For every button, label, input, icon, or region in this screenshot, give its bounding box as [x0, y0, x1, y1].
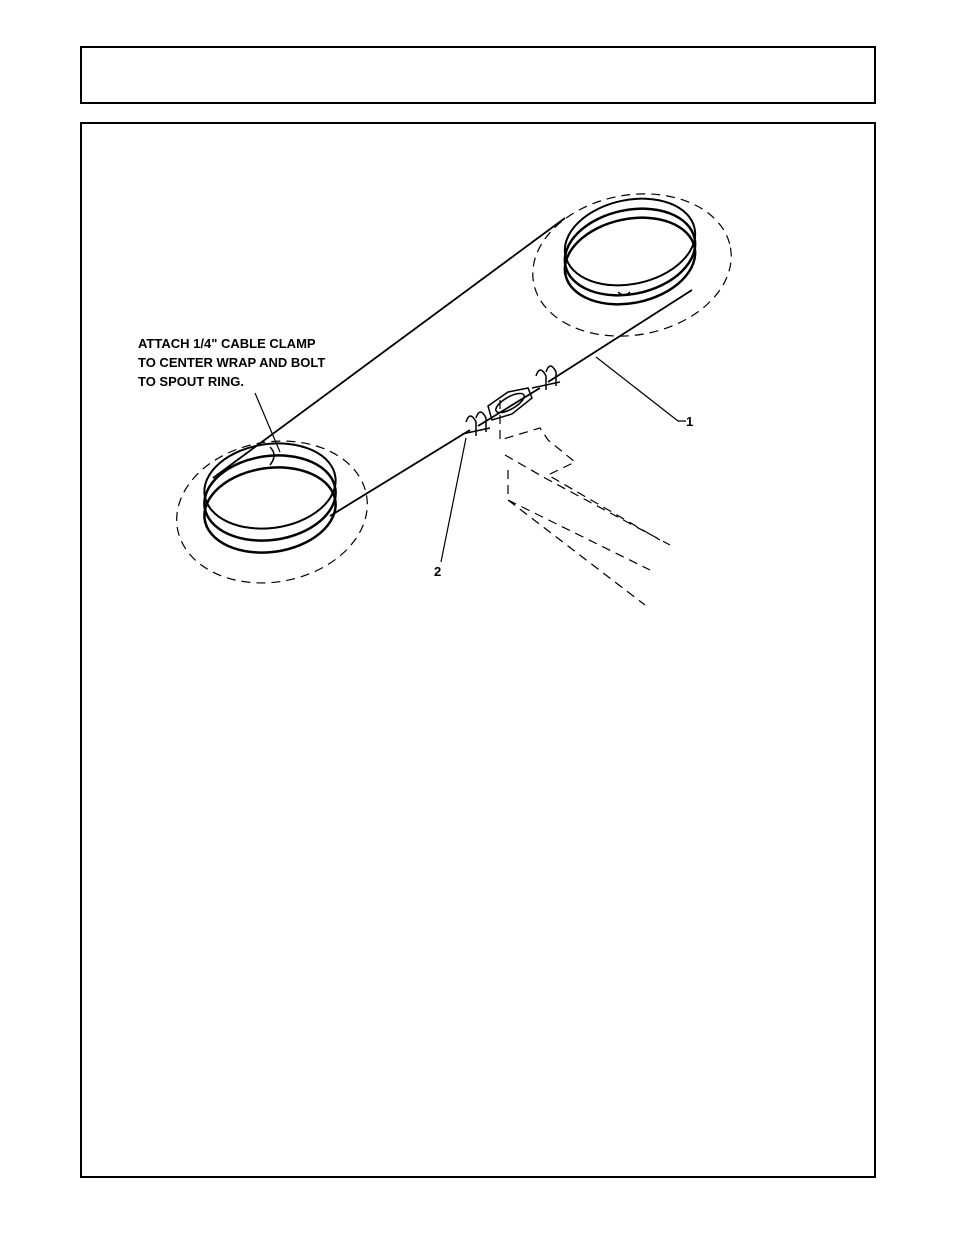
callout-2-leader — [441, 438, 466, 562]
upper-dashed-ring — [521, 179, 742, 352]
cable-clamp-left — [462, 412, 490, 436]
cable-clamp-right — [532, 366, 560, 390]
callout-1-leader — [596, 357, 686, 421]
callout-1-label: 1 — [686, 414, 694, 429]
cable-lower-run-left — [330, 430, 470, 516]
note-line-3: TO SPOUT RING. — [138, 374, 244, 389]
lower-dashed-ring — [165, 426, 378, 597]
lower-spout-ring — [199, 435, 341, 561]
turnbuckle-assembly — [462, 366, 560, 436]
frame-outline — [500, 400, 670, 605]
note-line-2: TO CENTER WRAP AND BOLT — [138, 355, 326, 370]
callout-2-label: 2 — [434, 564, 442, 579]
note-line-1: ATTACH 1/4" CABLE CLAMP — [138, 336, 316, 351]
leader-lines — [255, 357, 686, 562]
